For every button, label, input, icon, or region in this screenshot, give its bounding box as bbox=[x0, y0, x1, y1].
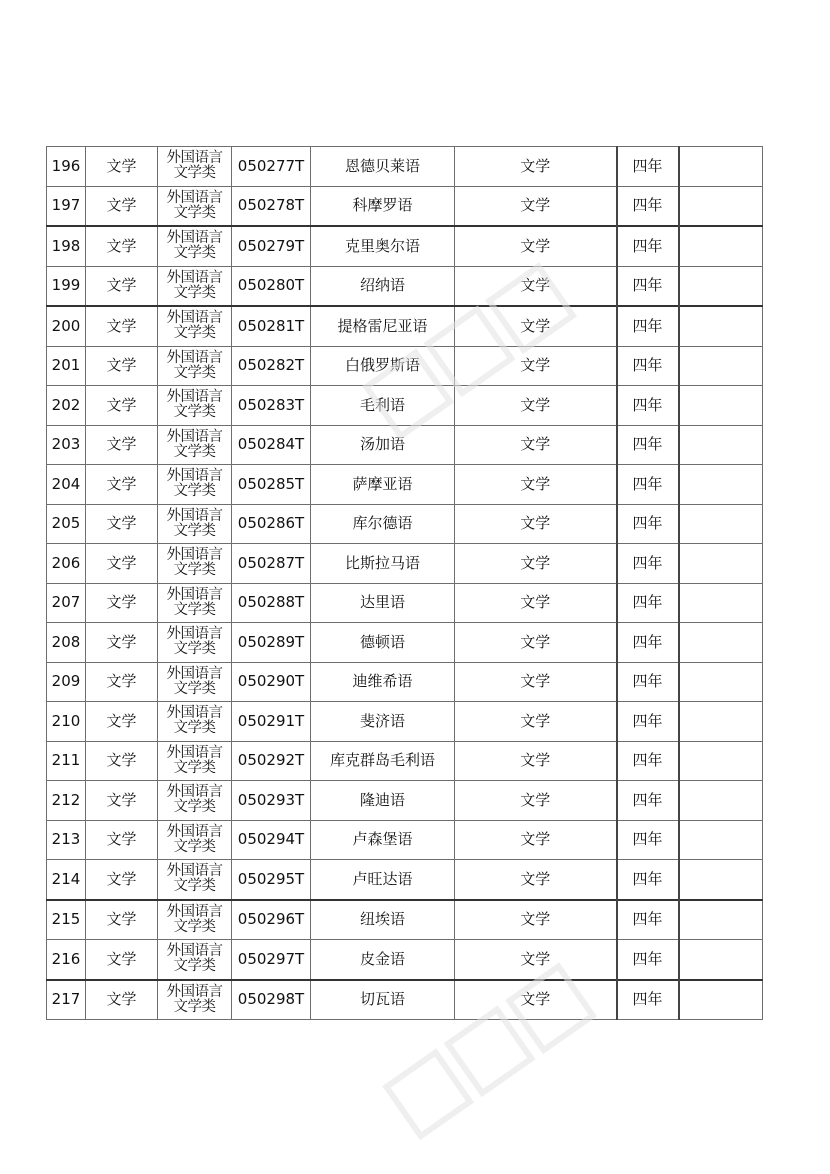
note-cell bbox=[679, 583, 763, 623]
major-name-cell: 汤加语 bbox=[311, 425, 455, 465]
category-line-1: 外国语言 bbox=[166, 626, 223, 643]
category-line-2: 文学类 bbox=[173, 522, 216, 539]
major-code-cell: 050297T bbox=[232, 940, 311, 980]
note-cell bbox=[679, 186, 763, 226]
major-code-cell: 050285T bbox=[232, 465, 311, 505]
discipline-cell: 文学 bbox=[86, 147, 158, 187]
discipline-cell: 文学 bbox=[86, 781, 158, 821]
note-cell bbox=[679, 544, 763, 584]
category-line-1: 外国语言 bbox=[166, 863, 223, 880]
category-line-2: 文学类 bbox=[173, 204, 216, 221]
table-row bbox=[47, 702, 763, 742]
table-row bbox=[47, 425, 763, 465]
duration-cell: 四年 bbox=[617, 781, 679, 821]
discipline-cell: 文学 bbox=[86, 504, 158, 544]
table-body bbox=[47, 147, 763, 1020]
major-code-cell: 050291T bbox=[232, 702, 311, 742]
table-row bbox=[47, 583, 763, 623]
duration-cell: 四年 bbox=[617, 425, 679, 465]
row-number-cell: 200 bbox=[47, 306, 86, 346]
category-line-2: 文学类 bbox=[173, 998, 216, 1015]
category-line-1: 外国语言 bbox=[166, 507, 223, 524]
row-number-cell: 213 bbox=[47, 820, 86, 860]
degree-cell: 文学 bbox=[455, 781, 617, 821]
note-cell bbox=[679, 702, 763, 742]
discipline-cell: 文学 bbox=[86, 623, 158, 663]
category-line-2: 文学类 bbox=[173, 284, 216, 301]
category-line-1: 外国语言 bbox=[166, 269, 223, 286]
category-line-1: 外国语言 bbox=[166, 943, 223, 960]
degree-cell: 文学 bbox=[455, 860, 617, 900]
row-number-cell: 210 bbox=[47, 702, 86, 742]
duration-cell: 四年 bbox=[617, 147, 679, 187]
major-code-cell: 050287T bbox=[232, 544, 311, 584]
duration-cell: 四年 bbox=[617, 544, 679, 584]
duration-cell: 四年 bbox=[617, 465, 679, 505]
table-row bbox=[47, 147, 763, 187]
major-name-cell: 提格雷尼亚语 bbox=[311, 306, 455, 346]
discipline-cell: 文学 bbox=[86, 820, 158, 860]
row-number-cell: 204 bbox=[47, 465, 86, 505]
table-row bbox=[47, 820, 763, 860]
degree-cell: 文学 bbox=[455, 820, 617, 860]
category-line-1: 外国语言 bbox=[166, 230, 223, 247]
table-row bbox=[47, 306, 763, 346]
major-name-cell: 纽埃语 bbox=[311, 900, 455, 940]
major-name-cell: 毛利语 bbox=[311, 386, 455, 426]
degree-cell: 文学 bbox=[455, 465, 617, 505]
discipline-cell: 文学 bbox=[86, 465, 158, 505]
note-cell bbox=[679, 386, 763, 426]
category-cell bbox=[158, 980, 232, 1020]
major-code-cell: 050286T bbox=[232, 504, 311, 544]
duration-cell: 四年 bbox=[617, 741, 679, 781]
discipline-cell: 文学 bbox=[86, 386, 158, 426]
category-line-2: 文学类 bbox=[173, 838, 216, 855]
discipline-cell: 文学 bbox=[86, 702, 158, 742]
major-code-cell: 050289T bbox=[232, 623, 311, 663]
duration-cell: 四年 bbox=[617, 186, 679, 226]
major-name-cell: 隆迪语 bbox=[311, 781, 455, 821]
row-number-cell: 212 bbox=[47, 781, 86, 821]
duration-cell: 四年 bbox=[617, 623, 679, 663]
duration-cell: 四年 bbox=[617, 820, 679, 860]
degree-cell: 文学 bbox=[455, 306, 617, 346]
row-number-cell: 202 bbox=[47, 386, 86, 426]
row-number-cell: 203 bbox=[47, 425, 86, 465]
category-cell bbox=[158, 186, 232, 226]
row-number-cell: 206 bbox=[47, 544, 86, 584]
discipline-cell: 文学 bbox=[86, 544, 158, 584]
row-number-cell: 199 bbox=[47, 266, 86, 306]
category-line-2: 文学类 bbox=[173, 404, 216, 421]
category-line-2: 文学类 bbox=[173, 878, 216, 895]
discipline-cell: 文学 bbox=[86, 860, 158, 900]
table-row bbox=[47, 346, 763, 386]
discipline-cell: 文学 bbox=[86, 662, 158, 702]
category-cell bbox=[158, 583, 232, 623]
degree-cell: 文学 bbox=[455, 741, 617, 781]
major-name-cell: 迪维希语 bbox=[311, 662, 455, 702]
category-line-1: 外国语言 bbox=[166, 468, 223, 485]
duration-cell: 四年 bbox=[617, 583, 679, 623]
category-cell bbox=[158, 465, 232, 505]
duration-cell: 四年 bbox=[617, 860, 679, 900]
category-line-2: 文学类 bbox=[173, 325, 216, 342]
category-line-1: 外国语言 bbox=[166, 547, 223, 564]
major-name-cell: 克里奥尔语 bbox=[311, 226, 455, 266]
duration-cell: 四年 bbox=[617, 702, 679, 742]
degree-cell: 文学 bbox=[455, 623, 617, 663]
duration-cell: 四年 bbox=[617, 504, 679, 544]
note-cell bbox=[679, 425, 763, 465]
discipline-cell: 文学 bbox=[86, 186, 158, 226]
note-cell bbox=[679, 504, 763, 544]
duration-cell: 四年 bbox=[617, 662, 679, 702]
table-row bbox=[47, 386, 763, 426]
table-row bbox=[47, 504, 763, 544]
category-line-2: 文学类 bbox=[173, 483, 216, 500]
category-cell bbox=[158, 623, 232, 663]
degree-cell: 文学 bbox=[455, 386, 617, 426]
note-cell bbox=[679, 147, 763, 187]
major-name-cell: 白俄罗斯语 bbox=[311, 346, 455, 386]
row-number-cell: 215 bbox=[47, 900, 86, 940]
table-row bbox=[47, 940, 763, 980]
major-name-cell: 达里语 bbox=[311, 583, 455, 623]
table-row bbox=[47, 860, 763, 900]
table-row bbox=[47, 186, 763, 226]
category-cell bbox=[158, 266, 232, 306]
table-row bbox=[47, 623, 763, 663]
discipline-cell: 文学 bbox=[86, 900, 158, 940]
duration-cell: 四年 bbox=[617, 980, 679, 1020]
category-line-1: 外国语言 bbox=[166, 428, 223, 445]
major-code-cell: 050288T bbox=[232, 583, 311, 623]
major-code-cell: 050279T bbox=[232, 226, 311, 266]
discipline-cell: 文学 bbox=[86, 346, 158, 386]
note-cell bbox=[679, 900, 763, 940]
category-line-2: 文学类 bbox=[173, 958, 216, 975]
major-name-cell: 斐济语 bbox=[311, 702, 455, 742]
category-line-1: 外国语言 bbox=[166, 349, 223, 366]
category-line-2: 文学类 bbox=[173, 443, 216, 460]
row-number-cell: 208 bbox=[47, 623, 86, 663]
category-cell bbox=[158, 147, 232, 187]
table-row bbox=[47, 226, 763, 266]
major-code-cell: 050277T bbox=[232, 147, 311, 187]
degree-cell: 文学 bbox=[455, 266, 617, 306]
note-cell bbox=[679, 741, 763, 781]
degree-cell: 文学 bbox=[455, 940, 617, 980]
degree-cell: 文学 bbox=[455, 702, 617, 742]
category-cell bbox=[158, 306, 232, 346]
category-line-1: 外国语言 bbox=[166, 310, 223, 327]
note-cell bbox=[679, 266, 763, 306]
category-line-2: 文学类 bbox=[173, 245, 216, 262]
row-number-cell: 214 bbox=[47, 860, 86, 900]
row-number-cell: 197 bbox=[47, 186, 86, 226]
category-cell bbox=[158, 741, 232, 781]
major-name-cell: 德顿语 bbox=[311, 623, 455, 663]
note-cell bbox=[679, 346, 763, 386]
major-code-cell: 050282T bbox=[232, 346, 311, 386]
major-code-cell: 050295T bbox=[232, 860, 311, 900]
discipline-cell: 文学 bbox=[86, 266, 158, 306]
category-cell bbox=[158, 940, 232, 980]
category-line-2: 文学类 bbox=[173, 680, 216, 697]
note-cell bbox=[679, 980, 763, 1020]
table-row bbox=[47, 465, 763, 505]
duration-cell: 四年 bbox=[617, 306, 679, 346]
category-cell bbox=[158, 544, 232, 584]
row-number-cell: 217 bbox=[47, 980, 86, 1020]
degree-cell: 文学 bbox=[455, 504, 617, 544]
row-number-cell: 207 bbox=[47, 583, 86, 623]
category-line-1: 外国语言 bbox=[166, 586, 223, 603]
category-line-1: 外国语言 bbox=[166, 665, 223, 682]
degree-cell: 文学 bbox=[455, 662, 617, 702]
category-cell bbox=[158, 900, 232, 940]
degree-cell: 文学 bbox=[455, 226, 617, 266]
discipline-cell: 文学 bbox=[86, 980, 158, 1020]
category-line-2: 文学类 bbox=[173, 364, 216, 381]
degree-cell: 文学 bbox=[455, 583, 617, 623]
major-code-cell: 050281T bbox=[232, 306, 311, 346]
row-number-cell: 211 bbox=[47, 741, 86, 781]
major-code-cell: 050294T bbox=[232, 820, 311, 860]
category-line-2: 文学类 bbox=[173, 562, 216, 579]
discipline-cell: 文学 bbox=[86, 425, 158, 465]
category-cell bbox=[158, 386, 232, 426]
category-line-2: 文学类 bbox=[173, 165, 216, 182]
category-cell bbox=[158, 860, 232, 900]
row-number-cell: 216 bbox=[47, 940, 86, 980]
category-cell bbox=[158, 702, 232, 742]
major-code-cell: 050280T bbox=[232, 266, 311, 306]
discipline-cell: 文学 bbox=[86, 226, 158, 266]
category-line-2: 文学类 bbox=[173, 641, 216, 658]
duration-cell: 四年 bbox=[617, 346, 679, 386]
table-row bbox=[47, 980, 763, 1020]
discipline-cell: 文学 bbox=[86, 741, 158, 781]
category-line-1: 外国语言 bbox=[166, 903, 223, 920]
duration-cell: 四年 bbox=[617, 226, 679, 266]
degree-cell: 文学 bbox=[455, 425, 617, 465]
degree-cell: 文学 bbox=[455, 544, 617, 584]
major-code-cell: 050298T bbox=[232, 980, 311, 1020]
major-name-cell: 库克群岛毛利语 bbox=[311, 741, 455, 781]
duration-cell: 四年 bbox=[617, 900, 679, 940]
note-cell bbox=[679, 623, 763, 663]
major-code-cell: 050278T bbox=[232, 186, 311, 226]
note-cell bbox=[679, 662, 763, 702]
table-row bbox=[47, 900, 763, 940]
major-name-cell: 卢旺达语 bbox=[311, 860, 455, 900]
major-code-cell: 050293T bbox=[232, 781, 311, 821]
note-cell bbox=[679, 940, 763, 980]
row-number-cell: 205 bbox=[47, 504, 86, 544]
table-row bbox=[47, 266, 763, 306]
major-name-cell: 恩德贝莱语 bbox=[311, 147, 455, 187]
row-number-cell: 196 bbox=[47, 147, 86, 187]
category-line-1: 外国语言 bbox=[166, 983, 223, 1000]
category-cell bbox=[158, 781, 232, 821]
duration-cell: 四年 bbox=[617, 386, 679, 426]
category-line-2: 文学类 bbox=[173, 918, 216, 935]
category-line-1: 外国语言 bbox=[166, 744, 223, 761]
category-line-2: 文学类 bbox=[173, 720, 216, 737]
category-cell bbox=[158, 504, 232, 544]
note-cell bbox=[679, 820, 763, 860]
discipline-cell: 文学 bbox=[86, 583, 158, 623]
category-cell bbox=[158, 226, 232, 266]
row-number-cell: 198 bbox=[47, 226, 86, 266]
discipline-cell: 文学 bbox=[86, 940, 158, 980]
category-line-2: 文学类 bbox=[173, 601, 216, 618]
major-name-cell: 库尔德语 bbox=[311, 504, 455, 544]
duration-cell: 四年 bbox=[617, 940, 679, 980]
degree-cell: 文学 bbox=[455, 346, 617, 386]
degree-cell: 文学 bbox=[455, 980, 617, 1020]
degree-cell: 文学 bbox=[455, 186, 617, 226]
category-line-1: 外国语言 bbox=[166, 784, 223, 801]
major-code-cell: 050284T bbox=[232, 425, 311, 465]
row-number-cell: 209 bbox=[47, 662, 86, 702]
major-name-cell: 比斯拉马语 bbox=[311, 544, 455, 584]
duration-cell: 四年 bbox=[617, 266, 679, 306]
category-cell bbox=[158, 346, 232, 386]
category-line-1: 外国语言 bbox=[166, 823, 223, 840]
note-cell bbox=[679, 226, 763, 266]
category-line-2: 文学类 bbox=[173, 799, 216, 816]
major-code-cell: 050290T bbox=[232, 662, 311, 702]
category-cell bbox=[158, 662, 232, 702]
category-line-1: 外国语言 bbox=[166, 189, 223, 206]
majors-table bbox=[46, 146, 763, 1020]
table-row bbox=[47, 662, 763, 702]
category-line-1: 外国语言 bbox=[166, 150, 223, 167]
category-cell bbox=[158, 820, 232, 860]
major-name-cell: 科摩罗语 bbox=[311, 186, 455, 226]
note-cell bbox=[679, 781, 763, 821]
note-cell bbox=[679, 306, 763, 346]
discipline-cell: 文学 bbox=[86, 306, 158, 346]
category-line-1: 外国语言 bbox=[166, 389, 223, 406]
major-code-cell: 050283T bbox=[232, 386, 311, 426]
major-name-cell: 萨摩亚语 bbox=[311, 465, 455, 505]
row-number-cell: 201 bbox=[47, 346, 86, 386]
category-line-1: 外国语言 bbox=[166, 705, 223, 722]
major-code-cell: 050292T bbox=[232, 741, 311, 781]
major-name-cell: 切瓦语 bbox=[311, 980, 455, 1020]
note-cell bbox=[679, 860, 763, 900]
table-row bbox=[47, 781, 763, 821]
table-row bbox=[47, 544, 763, 584]
degree-cell: 文学 bbox=[455, 147, 617, 187]
degree-cell: 文学 bbox=[455, 900, 617, 940]
major-name-cell: 绍纳语 bbox=[311, 266, 455, 306]
category-cell bbox=[158, 425, 232, 465]
major-name-cell: 皮金语 bbox=[311, 940, 455, 980]
major-name-cell: 卢森堡语 bbox=[311, 820, 455, 860]
note-cell bbox=[679, 465, 763, 505]
category-line-2: 文学类 bbox=[173, 759, 216, 776]
table-row bbox=[47, 741, 763, 781]
major-code-cell: 050296T bbox=[232, 900, 311, 940]
